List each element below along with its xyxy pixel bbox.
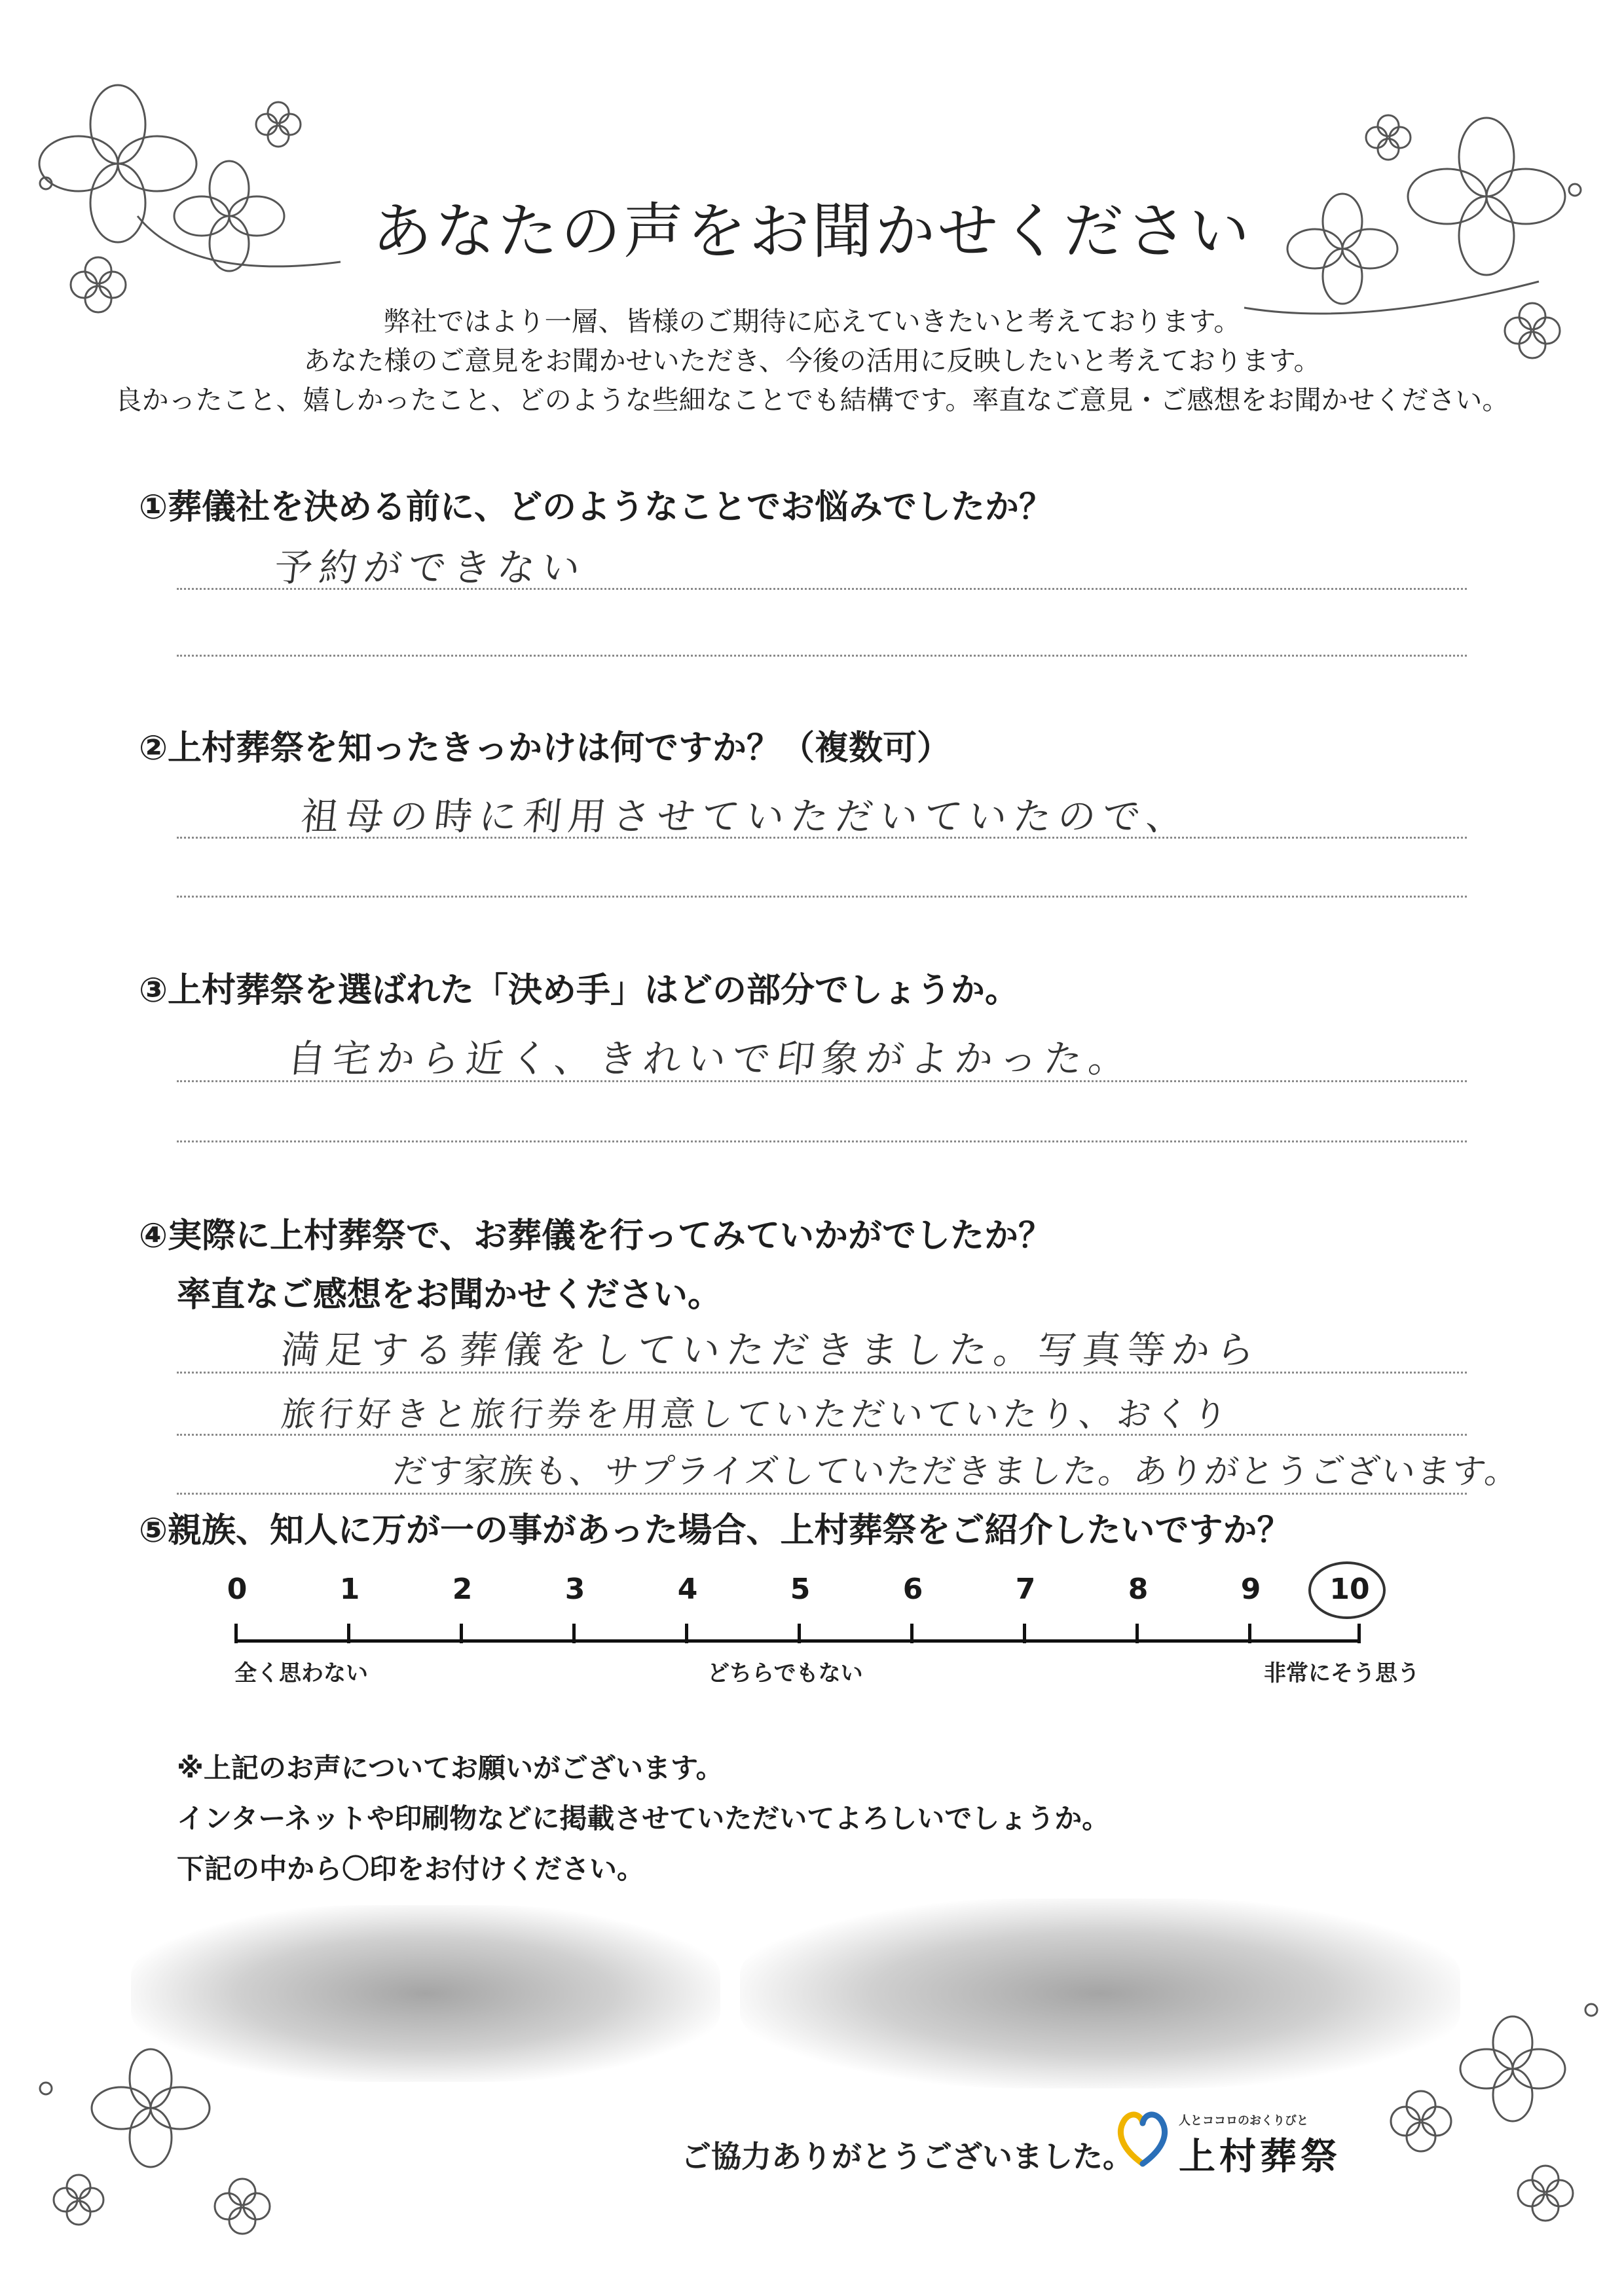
answer-line bbox=[177, 588, 1467, 590]
scale-tick bbox=[572, 1624, 576, 1643]
scale-tick bbox=[798, 1624, 801, 1643]
question-1-answer: 予約ができない bbox=[272, 545, 589, 590]
scale-label-0: 0 bbox=[227, 1573, 248, 1606]
question-2-label: ②上村葬祭を知ったきっかけは何ですか？（複数可） bbox=[139, 729, 951, 768]
scale-tick bbox=[1023, 1624, 1026, 1643]
question-4-answer-line-3: だす家族も、サプライズしていただきました。ありがとうございます。 bbox=[390, 1452, 1522, 1491]
scale-tick bbox=[1248, 1624, 1251, 1643]
question-3-label: ③上村葬祭を選ばれた「決め手」はどの部分でしょうか。 bbox=[139, 971, 1020, 1010]
notice-line-2: インターネットや印刷物などに掲載させていただいてよろしいでしょうか。 bbox=[177, 1802, 1110, 1834]
scale-tick bbox=[685, 1624, 688, 1643]
heart-logo-icon bbox=[1113, 2105, 1172, 2170]
intro-line-2: あなた様のご意見をお聞かせいただき、今後の活用に反映したいと考えております。 bbox=[303, 345, 1321, 376]
answer-line bbox=[177, 837, 1467, 839]
scale-label-9: 9 bbox=[1240, 1573, 1261, 1606]
scale-high-caption: 非常にそう思う bbox=[1264, 1660, 1420, 1686]
question-4-answer-line-2: 旅行好きと旅行券を用意していただいていたり、おくり bbox=[279, 1395, 1233, 1434]
answer-line bbox=[177, 1140, 1467, 1142]
question-4-answer-line-1: 満足する葬儀をしていただきました。写真等から bbox=[278, 1328, 1264, 1372]
scale-tick bbox=[347, 1624, 350, 1643]
answer-line bbox=[177, 896, 1467, 898]
page-title: あなたの声をお聞かせください bbox=[371, 196, 1252, 266]
scale-label-5: 5 bbox=[790, 1573, 811, 1606]
scale-label-1: 1 bbox=[339, 1573, 360, 1606]
notice-line-3: 下記の中から〇印をお付けください。 bbox=[177, 1853, 645, 1885]
scale-tick bbox=[910, 1624, 913, 1643]
scale-low-caption: 全く思わない bbox=[234, 1660, 368, 1686]
answer-line bbox=[177, 1080, 1467, 1082]
scale-tick bbox=[460, 1624, 463, 1643]
answer-line bbox=[177, 1493, 1467, 1495]
scale-tick bbox=[1135, 1624, 1139, 1643]
notice-line-1: ※上記のお声についてお願いがございます。 bbox=[177, 1752, 724, 1784]
scale-label-2: 2 bbox=[452, 1573, 473, 1606]
scale-mid-caption: どちらでもない bbox=[707, 1660, 863, 1686]
redaction-blur-right bbox=[740, 1899, 1460, 2088]
scale-tick bbox=[1357, 1624, 1361, 1643]
brand-tagline: 人とココロのおくりびと bbox=[1179, 2114, 1308, 2128]
intro-line-3: 良かったこと、嬉しかったこと、どのような些細なことでも結構です。率直なご意見・ご感想をお聞かせください。 bbox=[115, 384, 1509, 416]
scale-label-6: 6 bbox=[902, 1573, 923, 1606]
scale-tick bbox=[234, 1624, 238, 1643]
redaction-blur-left bbox=[131, 1905, 720, 2082]
scale-label-10: 10 bbox=[1329, 1573, 1370, 1606]
question-5-label: ⑤親族、知人に万が一の事があった場合、上村葬祭をご紹介したいですか？ bbox=[139, 1511, 1291, 1550]
question-1-label: ①葬儀社を決める前に、どのようなことでお悩みでしたか？ bbox=[139, 488, 1054, 527]
intro-line-1: 弊社ではより一層、皆様のご期待に応えていきたいと考えております。 bbox=[383, 306, 1241, 337]
answer-line bbox=[177, 1434, 1467, 1436]
answer-line bbox=[177, 655, 1467, 657]
scale-label-8: 8 bbox=[1128, 1573, 1149, 1606]
scale-label-7: 7 bbox=[1015, 1573, 1036, 1606]
question-4-label: ④実際に上村葬祭で、お葬儀を行ってみていかがでしたか？ bbox=[139, 1216, 1052, 1256]
thanks-message: ご協力ありがとうございました。 bbox=[681, 2139, 1133, 2174]
scale-label-4: 4 bbox=[677, 1573, 698, 1606]
question-3-answer: 自宅から近く、きれいで印象がよかった。 bbox=[285, 1036, 1135, 1081]
question-2-answer: 祖母の時に利用させていただいていたので、 bbox=[298, 794, 1193, 839]
redacted-area bbox=[131, 1892, 1480, 2095]
question-4-sublabel: 率直なご感想をお聞かせください。 bbox=[177, 1275, 722, 1315]
brand-name: 上村葬祭 bbox=[1179, 2136, 1341, 2178]
answer-line bbox=[177, 1372, 1467, 1374]
scale-label-3: 3 bbox=[564, 1573, 585, 1606]
